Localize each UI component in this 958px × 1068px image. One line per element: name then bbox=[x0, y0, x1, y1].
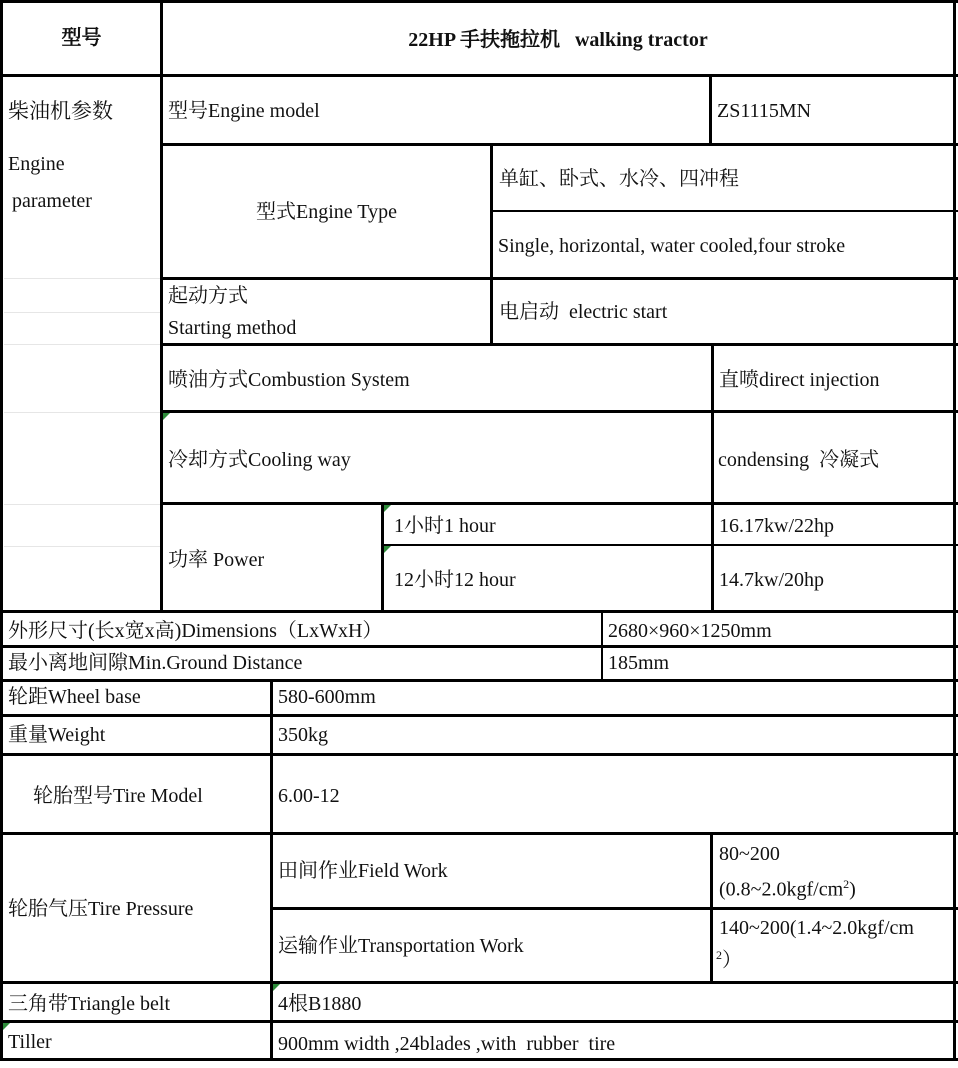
weight-label: 重量Weight bbox=[8, 724, 106, 746]
transport-work-value: 140~200(1.4~2.0kgf/cm bbox=[719, 917, 914, 939]
gridline bbox=[4, 412, 160, 413]
wheelbase-label: 轮距Wheel base bbox=[8, 686, 141, 708]
engine-model-value: ZS1115MN bbox=[717, 100, 812, 122]
combustion-label: 喷油方式Combustion System bbox=[168, 369, 410, 391]
cell-marker bbox=[384, 546, 391, 553]
header-label: 型号 bbox=[61, 27, 102, 49]
starting-method-label-en: Starting method bbox=[168, 317, 297, 339]
superscript: 2 bbox=[716, 948, 722, 962]
combustion-value: 直喷direct injection bbox=[719, 369, 880, 391]
gridline bbox=[4, 504, 160, 505]
gridline bbox=[4, 546, 160, 547]
field-work-value: 80~200 bbox=[719, 843, 780, 865]
cell-marker bbox=[384, 505, 391, 512]
cell-marker bbox=[163, 413, 170, 420]
transport-work-value bbox=[716, 948, 742, 974]
power-label: 功率 Power bbox=[168, 549, 265, 571]
page-title: 22HP 手扶拖拉机 walking tractor bbox=[408, 29, 708, 51]
field-work-label: 田间作业Field Work bbox=[278, 860, 448, 882]
tire-model-label: 轮胎型号Tire Model bbox=[33, 785, 203, 807]
transport-work-label: 运输作业Transportation Work bbox=[278, 935, 524, 957]
cell-marker bbox=[3, 1023, 10, 1030]
starting-method-value: 电启动 electric start bbox=[499, 301, 668, 323]
engine-model-label: 型号Engine model bbox=[168, 100, 320, 122]
tiller-label: Tiller bbox=[8, 1031, 52, 1053]
engine-group-label-en: parameter bbox=[12, 190, 92, 212]
engine-type-value-en: Single, horizontal, water cooled,four stroke bbox=[498, 235, 846, 257]
dimensions-value: 2680×960×1250mm bbox=[608, 620, 772, 642]
tire-model-value: 6.00-12 bbox=[278, 785, 340, 807]
field-work-value-close: ) bbox=[849, 878, 856, 901]
engine-group-label-cn: 柴油机参数 bbox=[8, 99, 113, 123]
field-work-value bbox=[719, 877, 856, 903]
gridline bbox=[4, 312, 160, 313]
transport-work-value-close: ） bbox=[722, 949, 742, 972]
cooling-label: 冷却方式Cooling way bbox=[168, 449, 351, 471]
superscript: 2 bbox=[843, 877, 850, 891]
ground-distance-label: 最小离地间隙Min.Ground Distance bbox=[8, 652, 303, 674]
field-work-value-text: (0.8~2.0kgf/cm bbox=[719, 878, 844, 901]
tire-pressure-label: 轮胎气压Tire Pressure bbox=[8, 898, 194, 920]
cell-marker bbox=[273, 984, 280, 991]
wheelbase-value: 580-600mm bbox=[278, 686, 376, 708]
gridline bbox=[4, 278, 160, 279]
dimensions-label: 外形尺寸(长x宽x高)Dimensions（LxWxH） bbox=[8, 620, 383, 642]
belt-label: 三角带Triangle belt bbox=[8, 993, 171, 1015]
engine-group-label-en: Engine bbox=[8, 153, 65, 175]
ground-distance-value: 185mm bbox=[608, 652, 670, 674]
belt-value: 4根B1880 bbox=[278, 993, 362, 1015]
power-12h-value: 14.7kw/20hp bbox=[719, 569, 824, 591]
engine-type-label: 型式Engine Type bbox=[256, 201, 397, 223]
power-12h-label: 12小时12 hour bbox=[394, 569, 516, 591]
weight-value: 350kg bbox=[278, 724, 328, 746]
power-1h-value: 16.17kw/22hp bbox=[719, 515, 834, 537]
cooling-value: condensing 冷凝式 bbox=[718, 449, 880, 471]
tiller-value: 900mm width ,24blades ,with rubber tire bbox=[278, 1033, 616, 1055]
engine-type-value-cn: 单缸、卧式、水冷、四冲程 bbox=[499, 168, 739, 190]
power-1h-label: 1小时1 hour bbox=[394, 515, 496, 537]
gridline bbox=[4, 344, 160, 345]
starting-method-label-cn: 起动方式 bbox=[168, 285, 248, 307]
